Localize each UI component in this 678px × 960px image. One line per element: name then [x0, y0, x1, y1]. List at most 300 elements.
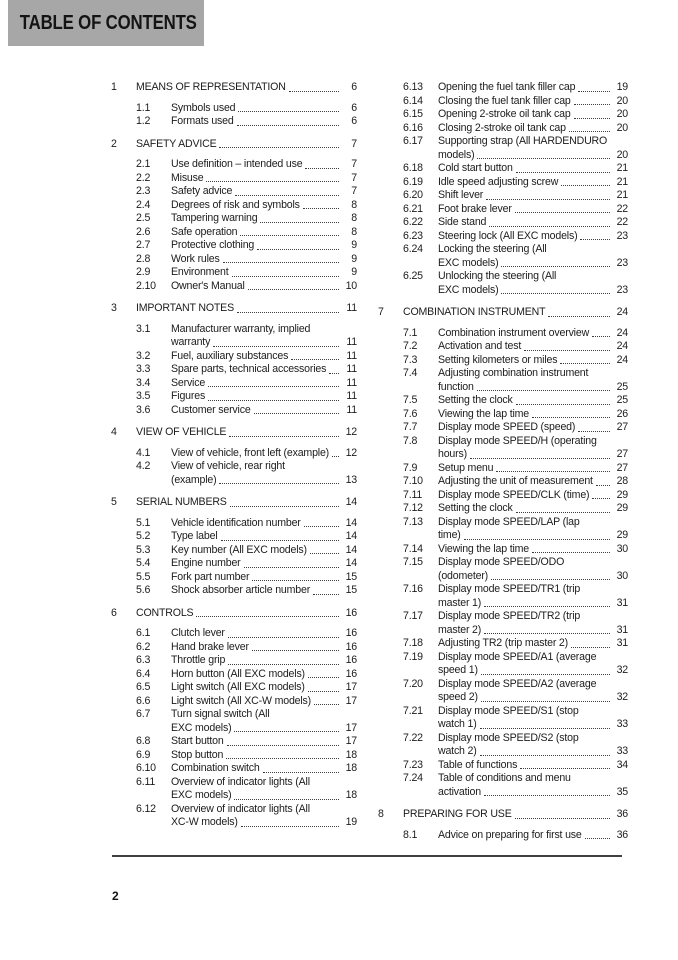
dotted-leader — [513, 502, 612, 516]
toc-entry-page: 30 — [616, 542, 628, 555]
toc-sub-entry — [111, 584, 357, 598]
dotted-leader — [486, 216, 612, 230]
toc-entry-line — [403, 284, 628, 298]
toc-entry-number: 7.17 — [403, 610, 423, 622]
toc-entry-title: Display mode SPEED/CLK (time) — [438, 488, 590, 501]
toc-entry-line — [111, 81, 357, 95]
toc-entry-line — [111, 496, 357, 510]
dotted-leader — [545, 306, 612, 320]
toc-sub-entry — [111, 172, 357, 186]
toc-entry-page: 33 — [616, 745, 628, 757]
toc-sub-entry — [111, 557, 357, 571]
toc-entry-title: function — [438, 380, 474, 393]
toc-entry-page: 23 — [616, 229, 628, 242]
dotted-leader — [224, 735, 341, 749]
toc-entry-line — [136, 762, 357, 776]
toc-entry-number: 2.5 — [136, 212, 151, 224]
toc-entry-title: Setup menu — [438, 461, 494, 474]
toc-entry-title: Stop button — [171, 748, 224, 761]
toc-entry-title: hours) — [438, 448, 467, 460]
toc-entry-number: 6.12 — [136, 802, 156, 815]
toc-entry-page: 16 — [345, 606, 357, 619]
toc-entry-number: 2.3 — [136, 185, 151, 197]
toc-entry-number: 6.13 — [403, 81, 423, 93]
toc-entry-title: Type label — [171, 530, 218, 542]
dotted-leader — [205, 377, 341, 391]
toc-sub-entry — [378, 583, 628, 610]
toc-entry-title: Advice on preparing for first use — [438, 828, 582, 841]
toc-entry-page: 13 — [345, 473, 357, 486]
toc-entry-title: warranty — [171, 336, 211, 348]
toc-entry-line — [403, 135, 628, 149]
toc-entry-page: 20 — [616, 94, 628, 107]
toc-entry-line — [403, 381, 628, 395]
toc-entry-number: 7.5 — [403, 394, 418, 406]
toc-sub-entry — [378, 243, 628, 270]
toc-entry-line — [403, 651, 628, 665]
dotted-leader — [498, 257, 612, 271]
toc-sub-entry — [378, 435, 628, 462]
dotted-leader — [216, 138, 341, 152]
toc-entry-line — [403, 745, 628, 759]
dotted-leader — [300, 199, 341, 213]
toc-entry-line — [136, 404, 357, 418]
toc-entry-page: 6 — [351, 81, 357, 93]
dotted-leader — [237, 226, 341, 240]
toc-entry-line — [403, 122, 628, 136]
dotted-leader — [589, 489, 612, 503]
toc-sub-entry — [111, 363, 357, 377]
toc-entry-title: (odometer) — [438, 569, 489, 582]
toc-entry-line — [136, 102, 357, 116]
dotted-leader — [249, 571, 341, 585]
toc-entry-number: 3.2 — [136, 349, 151, 362]
toc-entry-line — [403, 149, 628, 163]
toc-entry-line — [403, 435, 628, 449]
toc-entry-number: 2 — [111, 137, 117, 150]
toc-entry-title: Display mode SPEED/A2 (average — [438, 677, 597, 690]
toc-entry-title: Degrees of risk and symbols — [171, 198, 300, 211]
toc-column-right — [378, 81, 628, 842]
dotted-leader — [575, 421, 612, 435]
dotted-leader — [218, 530, 342, 544]
toc-entry-title: Locking the steering (All — [438, 243, 547, 255]
toc-entry-number: 6.21 — [403, 202, 423, 215]
toc-entry-line — [136, 584, 357, 598]
dotted-leader — [310, 584, 341, 598]
toc-entry-line — [136, 668, 357, 682]
dotted-leader — [311, 695, 341, 709]
toc-entry-line — [136, 735, 357, 749]
toc-entry-number: 6.20 — [403, 189, 423, 201]
toc-entry-title: Foot brake lever — [438, 202, 512, 215]
toc-entry-title: Adjusting the unit of measurement — [438, 475, 593, 487]
toc-entry-title: Display mode SPEED/S2 (stop — [438, 731, 579, 744]
dotted-leader — [481, 624, 612, 638]
toc-entry-line — [403, 718, 628, 732]
toc-entry-line — [378, 306, 628, 320]
toc-sub-entry — [378, 95, 628, 109]
toc-entry-line — [403, 502, 628, 516]
toc-entry-number: 3.5 — [136, 390, 151, 402]
toc-entry-page: 14 — [345, 530, 357, 542]
toc-entry-line — [403, 95, 628, 109]
toc-entry-page: 21 — [616, 162, 628, 174]
toc-sub-entry — [378, 705, 628, 732]
toc-entry-page: 11 — [346, 363, 357, 375]
toc-entry-number: 2.1 — [136, 158, 151, 170]
toc-entry-line — [136, 447, 357, 461]
toc-sub-entry — [111, 776, 357, 803]
toc-sub-entry — [111, 695, 357, 709]
toc-entry-title: Horn button (All EXC models) — [171, 667, 305, 680]
toc-entry-number: 5.1 — [136, 516, 151, 529]
toc-sub-entry — [111, 158, 357, 172]
toc-entry-title: Display mode SPEED (speed) — [438, 421, 576, 433]
dotted-leader — [216, 474, 341, 488]
toc-sub-entry — [378, 162, 628, 176]
dotted-leader — [307, 544, 341, 558]
toc-sub-entry — [378, 502, 628, 516]
dotted-leader — [226, 426, 341, 440]
toc-entry-page: 10 — [345, 279, 357, 292]
toc-sub-entry — [111, 350, 357, 364]
toc-entry-title: VIEW OF VEHICLE — [136, 426, 227, 438]
toc-entry-title: Environment — [171, 266, 229, 278]
toc-entry-line — [403, 610, 628, 624]
toc-entry-line — [403, 556, 628, 570]
toc-entry-line — [136, 158, 357, 172]
toc-entry-number: 5.6 — [136, 584, 151, 596]
toc-entry-title: Cold start button — [438, 162, 513, 174]
toc-entry-number: 6.25 — [403, 270, 423, 282]
toc-entry-title: Table of functions — [438, 758, 518, 771]
toc-entry-title: Idle speed adjusting screw — [438, 175, 559, 188]
toc-entry-page: 27 — [616, 448, 628, 460]
toc-sub-entry — [378, 732, 628, 759]
toc-entry-title: Setting the clock — [438, 394, 513, 406]
toc-entry-page: 26 — [616, 407, 628, 420]
toc-entry-page: 11 — [346, 390, 357, 402]
dotted-leader — [235, 102, 341, 116]
toc-entry-number: 7.6 — [403, 407, 418, 420]
toc-sub-entry — [378, 189, 628, 203]
toc-sub-entry — [378, 270, 628, 297]
toc-entry-page: 30 — [616, 569, 628, 582]
toc-entry-number: 7.7 — [403, 421, 418, 433]
toc-sub-entry — [111, 280, 357, 294]
toc-entry-title: CONTROLS — [136, 606, 194, 619]
toc-sub-entry — [378, 489, 628, 503]
dotted-leader — [225, 627, 341, 641]
toc-entry-line — [403, 189, 628, 203]
toc-entry-title: Start button — [171, 735, 224, 747]
toc-entry-page: 16 — [345, 654, 357, 666]
toc-entry-page: 14 — [345, 557, 357, 569]
toc-column-left — [111, 81, 357, 830]
toc-sub-entry — [378, 81, 628, 95]
toc-entry-page: 32 — [616, 664, 628, 676]
toc-entry-number: 2.2 — [136, 171, 151, 184]
toc-entry-line — [136, 185, 357, 199]
toc-entry-line — [403, 543, 628, 557]
toc-entry-number: 6.16 — [403, 121, 423, 134]
toc-entry-number: 7.19 — [403, 650, 423, 663]
toc-entry-title: Fork part number — [171, 570, 250, 583]
toc-entry-page: 24 — [616, 306, 628, 318]
toc-entry-line — [136, 803, 357, 817]
toc-sub-entry — [111, 185, 357, 199]
toc-sub-entry — [111, 749, 357, 763]
toc-entry-number: 7.12 — [403, 502, 423, 514]
dotted-leader — [512, 203, 612, 217]
toc-entry-page: 36 — [616, 828, 628, 841]
toc-entry-title: Symbols used — [171, 101, 236, 114]
toc-entry-number: 7.21 — [403, 704, 423, 717]
toc-entry-number: 7.4 — [403, 367, 418, 379]
toc-entry-number: 6.24 — [403, 243, 423, 255]
toc-entry-number: 6.15 — [403, 108, 423, 120]
toc-entry-page: 17 — [345, 694, 357, 707]
toc-entry-title: SAFETY ADVICE — [136, 137, 217, 150]
toc-entry-page: 6 — [351, 101, 357, 114]
dotted-leader — [558, 176, 612, 190]
toc-sub-entry — [378, 216, 628, 230]
toc-entry-page: 33 — [616, 718, 628, 730]
toc-entry-page: 16 — [345, 627, 357, 639]
toc-sub-entry — [378, 108, 628, 122]
toc-entry-line — [403, 678, 628, 692]
toc-entry-line — [136, 390, 357, 404]
toc-entry-number: 5.2 — [136, 530, 151, 542]
toc-entry-title: SERIAL NUMBERS — [136, 496, 227, 508]
toc-sub-entry — [111, 377, 357, 391]
toc-entry-page: 19 — [616, 81, 628, 93]
toc-entry-page: 17 — [345, 681, 357, 693]
toc-entry-title: Combination instrument overview — [438, 326, 590, 339]
toc-entry-number: 5.3 — [136, 543, 151, 556]
toc-entry-title: View of vehicle, front left (example) — [171, 446, 330, 459]
dotted-leader — [467, 448, 612, 462]
toc-entry-page: 15 — [345, 584, 357, 596]
dotted-leader — [220, 253, 341, 267]
toc-entry-page: 11 — [346, 302, 357, 314]
dotted-leader — [203, 172, 341, 186]
toc-entry-title: Overview of indicator lights (All — [171, 802, 310, 815]
toc-entry-page: 7 — [351, 171, 357, 184]
toc-entry-line — [136, 115, 357, 129]
toc-entry-line — [136, 212, 357, 226]
toc-entry-page: 20 — [616, 121, 628, 134]
toc-sub-entry — [111, 571, 357, 585]
toc-entry-page: 19 — [345, 816, 357, 828]
toc-sub-entry — [378, 394, 628, 408]
toc-entry-number: 3.4 — [136, 376, 151, 389]
toc-entry-line — [136, 363, 357, 377]
toc-entry-title: Figures — [171, 390, 206, 402]
toc-entry-title: Supporting strap (All HARDENDURO — [438, 135, 608, 147]
toc-entry-page: 18 — [345, 748, 357, 761]
toc-entry-line — [136, 323, 357, 337]
dotted-leader — [571, 95, 612, 109]
dotted-leader — [483, 189, 612, 203]
toc-entry-number: 1.2 — [136, 115, 151, 127]
toc-sub-entry — [111, 253, 357, 267]
toc-entry-line — [136, 253, 357, 267]
toc-entry-title: XC-W models) — [171, 816, 238, 828]
toc-entry-line — [403, 108, 628, 122]
toc-sub-entry — [378, 354, 628, 368]
dotted-leader — [478, 664, 612, 678]
toc-entry-page: 11 — [346, 349, 357, 362]
toc-entry-title: MEANS OF REPRESENTATION — [136, 81, 286, 93]
toc-entry-line — [403, 340, 628, 354]
toc-entry-page: 16 — [345, 667, 357, 680]
dotted-leader — [577, 230, 612, 244]
toc-entry-line — [403, 257, 628, 271]
toc-entry-number: 7.20 — [403, 677, 423, 690]
toc-sub-entry — [111, 530, 357, 544]
toc-entry-page: 16 — [345, 640, 357, 653]
dotted-leader — [566, 122, 612, 136]
toc-entry-title: watch 1) — [438, 718, 477, 730]
dotted-leader — [305, 681, 341, 695]
toc-entry-title: Shift lever — [438, 189, 484, 201]
toc-sub-entry — [111, 517, 357, 531]
dotted-leader — [568, 637, 612, 651]
toc-entry-number: 2.9 — [136, 266, 151, 278]
toc-sub-entry — [378, 122, 628, 136]
toc-entry-number: 6.23 — [403, 229, 423, 242]
toc-entry-line — [136, 557, 357, 571]
toc-entry-title: Engine number — [171, 557, 241, 569]
toc-entry-line — [111, 607, 357, 621]
toc-entry-number: 6.19 — [403, 175, 423, 188]
page-title: TABLE OF CONTENTS — [19, 11, 197, 34]
dotted-leader — [481, 597, 612, 611]
toc-entry-number: 7.16 — [403, 583, 423, 595]
toc-entry-line — [403, 516, 628, 530]
toc-entry-number: 5.5 — [136, 570, 151, 583]
dotted-leader — [288, 350, 341, 364]
dotted-leader — [575, 81, 612, 95]
toc-entry-title: Setting kilometers or miles — [438, 353, 558, 366]
toc-entry-page: 20 — [616, 108, 628, 120]
toc-entry-title: Light switch (All XC-W models) — [171, 694, 312, 707]
toc-sub-entry — [378, 408, 628, 422]
toc-sub-entry — [111, 102, 357, 116]
toc-header-banner — [8, 0, 204, 46]
toc-entry-line — [403, 270, 628, 284]
toc-entry-page: 31 — [616, 596, 628, 609]
toc-entry-number: 7.8 — [403, 434, 418, 447]
dotted-leader — [260, 762, 341, 776]
toc-entry-page: 15 — [345, 570, 357, 583]
dotted-leader — [223, 749, 341, 763]
toc-entry-line — [136, 816, 357, 830]
toc-sub-entry — [378, 556, 628, 583]
toc-entry-page: 18 — [345, 789, 357, 801]
dotted-leader — [234, 115, 341, 129]
toc-entry-line — [136, 749, 357, 763]
toc-entry-number: 2.8 — [136, 252, 151, 265]
dotted-leader — [231, 789, 341, 803]
toc-entry-line — [378, 808, 628, 822]
toc-entry-page: 7 — [351, 185, 357, 197]
toc-entry-title: Viewing the lap time — [438, 407, 530, 420]
toc-entry-title: Formats used — [171, 115, 234, 127]
dotted-leader — [477, 718, 612, 732]
toc-entry-title: Opening 2-stroke oil tank cap — [438, 108, 571, 120]
toc-section-entry — [111, 496, 357, 510]
toc-entry-number: 6.14 — [403, 94, 423, 107]
toc-entry-page: 21 — [616, 175, 628, 188]
toc-entry-number: 1 — [111, 81, 117, 93]
toc-entry-number: 3.6 — [136, 403, 151, 416]
toc-entry-line — [136, 654, 357, 668]
toc-entry-number: 3 — [111, 302, 117, 314]
toc-entry-title: Protective clothing — [171, 239, 255, 251]
toc-entry-line — [136, 239, 357, 253]
toc-entry-line — [136, 641, 357, 655]
toc-entry-page: 24 — [616, 326, 628, 339]
toc-entry-number: 6.18 — [403, 162, 423, 174]
toc-entry-number: 7.1 — [403, 326, 418, 339]
toc-entry-line — [136, 226, 357, 240]
toc-entry-line — [403, 732, 628, 746]
toc-entry-title: Safety advice — [171, 185, 233, 197]
toc-section-entry — [111, 138, 357, 152]
toc-entry-title: IMPORTANT NOTES — [136, 302, 234, 314]
toc-entry-line — [403, 705, 628, 719]
dotted-leader — [305, 668, 341, 682]
toc-entry-number: 5.4 — [136, 557, 151, 569]
dotted-leader — [257, 212, 341, 226]
toc-entry-line — [403, 243, 628, 257]
toc-entry-title: Activation and test — [438, 340, 522, 352]
toc-entry-title: time) — [438, 529, 461, 541]
toc-entry-page: 32 — [616, 691, 628, 703]
toc-entry-number: 6.8 — [136, 735, 151, 747]
toc-entry-page: 9 — [351, 239, 357, 251]
toc-sub-entry — [111, 544, 357, 558]
dotted-leader — [521, 340, 612, 354]
toc-entry-line — [403, 597, 628, 611]
toc-entry-number: 7.18 — [403, 637, 423, 649]
toc-entry-line — [403, 570, 628, 584]
toc-entry-line — [403, 421, 628, 435]
dotted-leader — [329, 447, 341, 461]
toc-entry-page: 34 — [616, 758, 628, 771]
dotted-leader — [474, 381, 612, 395]
toc-entry-line — [111, 302, 357, 316]
dotted-leader — [254, 239, 341, 253]
toc-entry-line — [136, 776, 357, 790]
toc-entry-number: 2.10 — [136, 279, 156, 292]
toc-entry-title: models) — [438, 148, 475, 161]
toc-entry-line — [136, 199, 357, 213]
toc-entry-title: Fuel, auxiliary substances — [171, 349, 289, 362]
toc-entry-line — [403, 367, 628, 381]
dotted-leader — [481, 786, 612, 800]
toc-entry-page: 14 — [345, 516, 357, 529]
toc-entry-title: Vehicle identification number — [171, 516, 301, 529]
toc-entry-page: 8 — [351, 225, 357, 238]
toc-entry-title: Adjusting combination instrument — [438, 367, 589, 379]
toc-entry-number: 7.3 — [403, 353, 418, 366]
dotted-leader — [251, 404, 341, 418]
toc-entry-line — [403, 529, 628, 543]
